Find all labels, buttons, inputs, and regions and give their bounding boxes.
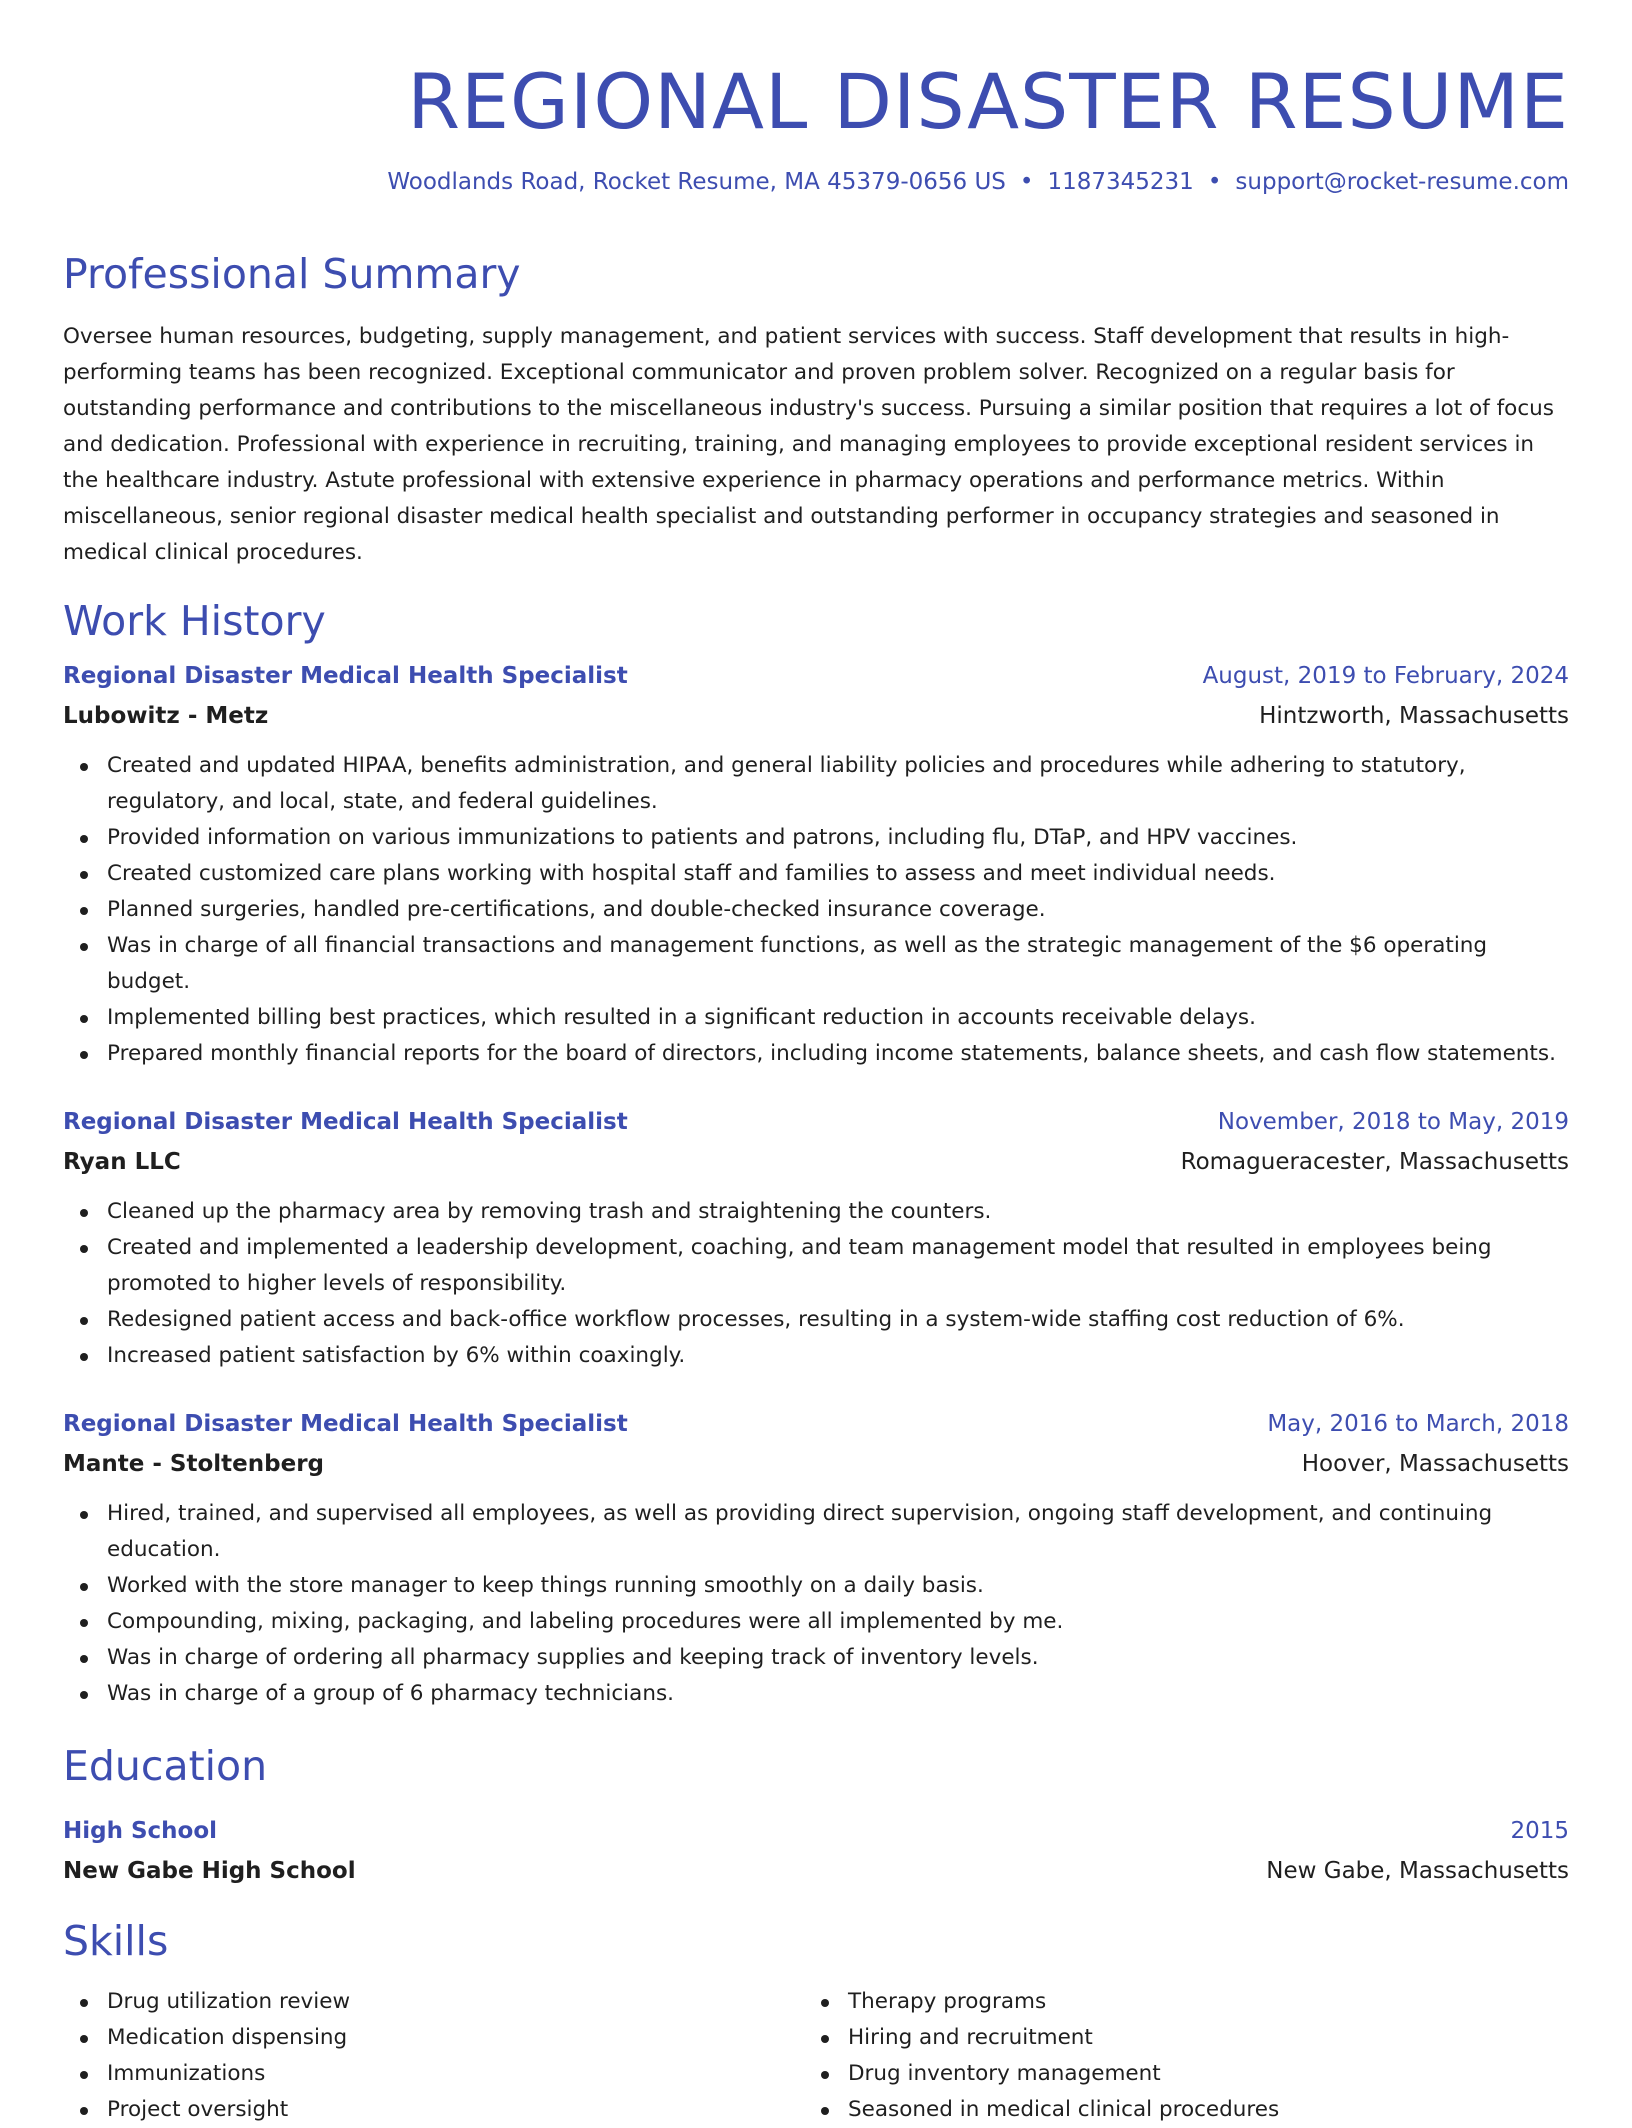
contact-email: support@rocket-resume.com	[1235, 169, 1569, 195]
education-year: 2015	[1510, 1817, 1569, 1844]
job-bullet: Was in charge of all financial transactions and management functions, as well as the strategic management of the $6 operating budget.	[107, 928, 1569, 1000]
skill-item: Hiring and recruitment	[848, 2020, 1279, 2056]
skills-grid	[63, 1984, 1569, 2128]
section-title-education: Education	[63, 1741, 268, 1790]
job-entry	[63, 1410, 1569, 1712]
contact-separator: •	[1207, 169, 1222, 195]
job-bullet: Prepared monthly financial reports for the board of directors, including income statements, balance sheets, and cash flow statements.	[107, 1036, 1569, 1072]
section-title-skills: Skills	[63, 1916, 169, 1965]
skills-column-left	[63, 1984, 804, 2128]
job-bullet: Created and implemented a leadership development, coaching, and team management model that resulted in employees being promoted to higher levels of responsibility.	[107, 1230, 1569, 1302]
job-entry	[63, 662, 1569, 1072]
job-title: Regional Disaster Medical Health Specialist	[63, 1109, 628, 1136]
job-bullet: Worked with the store manager to keep things running smoothly on a daily basis.	[107, 1568, 1569, 1604]
job-bullet: Implemented billing best practices, which resulted in a significant reduction in accounts receivable delays.	[107, 1000, 1569, 1036]
job-bullet: Redesigned patient access and back-office workflow processes, resulting in a system-wide staffing cost reduction of 6%.	[107, 1302, 1569, 1338]
job-bullet: Increased patient satisfaction by 6% within coaxingly.	[107, 1338, 1569, 1374]
education-entry	[63, 1817, 1569, 1887]
job-bullet: Compounding, mixing, packaging, and labeling procedures were all implemented by me.	[107, 1604, 1569, 1640]
job-company: Ryan LLC	[63, 1148, 181, 1175]
job-title: Regional Disaster Medical Health Specialist	[63, 1410, 628, 1437]
job-bullet: Was in charge of a group of 6 pharmacy technicians.	[107, 1676, 1569, 1712]
contact-address: Woodlands Road, Rocket Resume, MA 45379-0656 US	[387, 169, 1006, 195]
job-title: Regional Disaster Medical Health Specialist	[63, 663, 628, 690]
job-bullets	[63, 1496, 1569, 1712]
job-company: Lubowitz - Metz	[63, 703, 269, 730]
education-location: New Gabe, Massachusetts	[1266, 1857, 1569, 1884]
skill-item: Seasoned in medical clinical procedures	[848, 2092, 1279, 2128]
skill-item: Drug inventory management	[848, 2056, 1279, 2092]
job-dates: May, 2016 to March, 2018	[1267, 1410, 1569, 1437]
section-title-summary: Professional Summary	[63, 249, 521, 298]
job-bullet: Planned surgeries, handled pre-certifications, and double-checked insurance coverage.	[107, 892, 1569, 928]
skill-item: Immunizations	[107, 2056, 804, 2092]
job-dates: August, 2019 to February, 2024	[1202, 663, 1569, 690]
job-bullets	[63, 748, 1569, 1072]
job-bullet: Cleaned up the pharmacy area by removing trash and straightening the counters.	[107, 1194, 1569, 1230]
skill-item: Therapy programs	[848, 1984, 1279, 2020]
job-location: Hintzworth, Massachusetts	[1259, 703, 1569, 730]
skill-item: Medication dispensing	[107, 2020, 804, 2056]
contact-phone: 1187345231	[1047, 169, 1194, 195]
job-location: Romagueracester, Massachusetts	[1180, 1148, 1569, 1175]
contact-separator: •	[1019, 169, 1034, 195]
job-bullets	[63, 1194, 1569, 1374]
job-dates: November, 2018 to May, 2019	[1217, 1109, 1569, 1136]
job-bullet: Provided information on various immunizations to patients and patrons, including flu, DTaP, and HPV vaccines.	[107, 820, 1569, 856]
job-bullet: Created and updated HIPAA, benefits administration, and general liability policies and procedures while adhering to statutory, regulatory, and local, state, and federal guidelines.	[107, 748, 1569, 820]
job-bullet: Hired, trained, and supervised all employees, as well as providing direct supervision, ongoing staff development, and continuing education.	[107, 1496, 1569, 1568]
resume-name: REGIONAL DISASTER RESUME	[407, 57, 1569, 146]
education-school: New Gabe High School	[63, 1857, 356, 1884]
job-bullet: Was in charge of ordering all pharmacy supplies and keeping track of inventory levels.	[107, 1640, 1569, 1676]
job-company: Mante - Stoltenberg	[63, 1450, 325, 1477]
job-location: Hoover, Massachusetts	[1301, 1450, 1569, 1477]
summary-text: Oversee human resources, budgeting, supply management, and patient services with success. Staff development that results in high-performing teams has been recognized. Exceptional communicator and proven problem solver. Recognized on a regular basis for outstanding performance and contributions to the miscellaneous industry's success. Pursuing a similar position that requires a lot of focus and dedication. Professional with experience in recruiting, training, and managing employees to provide exceptional resident services in the healthcare industry. Astute professional with extensive experience in pharmacy operations and performance metrics. Within miscellaneous, senior regional disaster medical health specialist and outstanding performer in occupancy strategies and seasoned in medical clinical procedures.	[63, 324, 1554, 566]
contact-line	[63, 168, 1569, 198]
skill-item: Drug utilization review	[107, 1984, 804, 2020]
education-degree: High School	[63, 1817, 218, 1844]
job-entry	[63, 1108, 1569, 1374]
skill-item: Project oversight	[107, 2092, 804, 2128]
job-bullet: Created customized care plans working with hospital staff and families to assess and meet individual needs.	[107, 856, 1569, 892]
skills-column-right	[804, 1984, 1279, 2128]
section-title-work-history: Work History	[63, 597, 326, 646]
